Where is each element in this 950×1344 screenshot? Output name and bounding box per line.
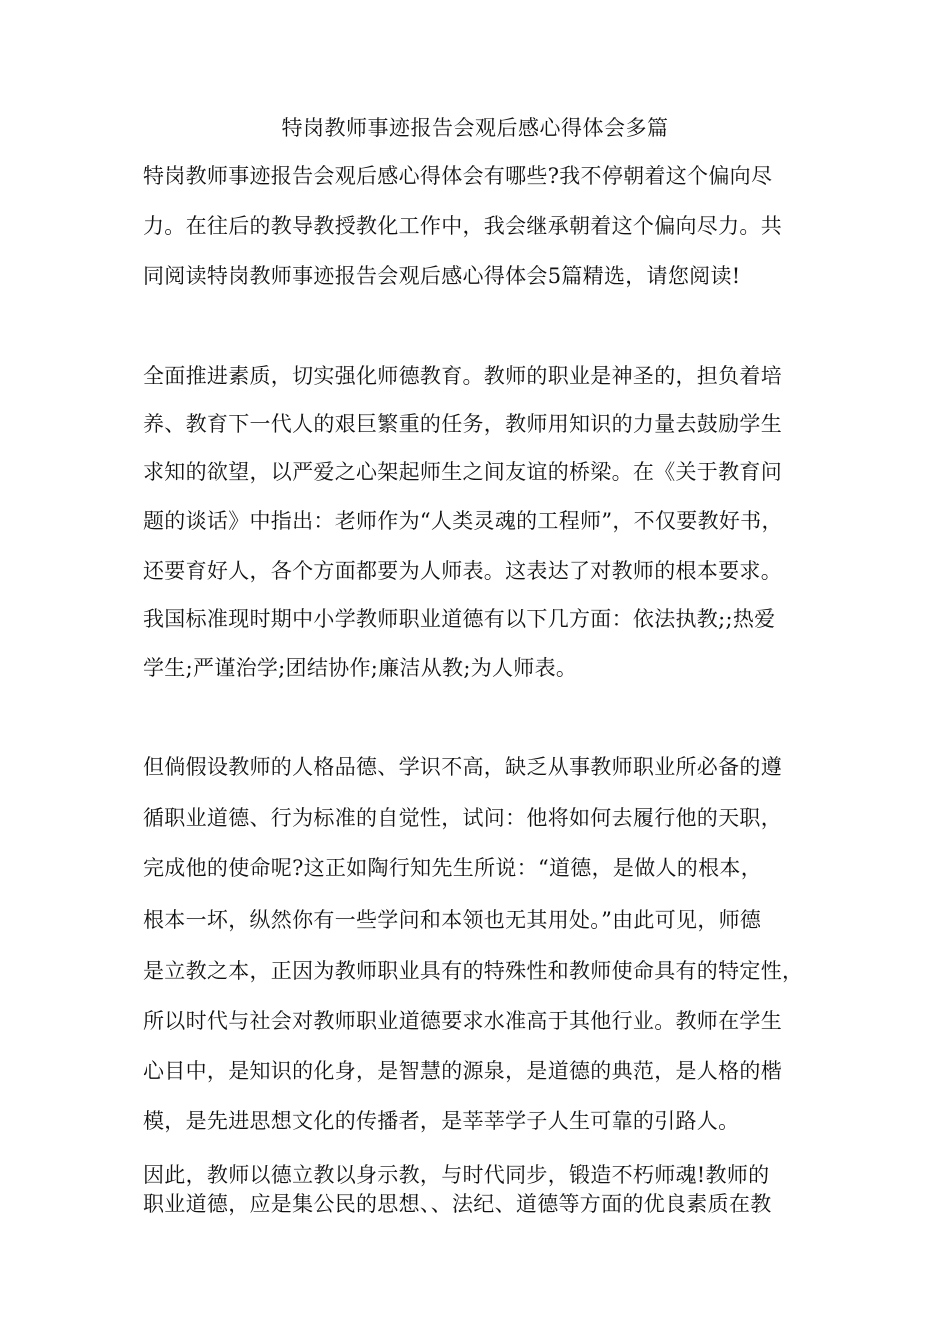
para1-line-6: 我国标准现时期中小学教师职业道德有以下几方面：依法执教;;热爱 bbox=[143, 607, 776, 631]
para2-line-2: 循职业道德、行为标准的自觉性，试问：他将如何去履行他的天职， bbox=[143, 806, 782, 830]
para2-line-3: 完成他的使命呢?这正如陶行知先生所说：“道德，是做人的根本， bbox=[143, 856, 762, 880]
para2-line-7: 心目中，是知识的化身，是智慧的源泉，是道德的典范，是人格的楷 bbox=[143, 1059, 782, 1083]
para1-line-7: 学生;严谨治学;团结协作;廉洁从教;为人师表。 bbox=[143, 656, 578, 680]
para1-line-2: 养、教育下一代人的艰巨繁重的任务，教师用知识的力量去鼓励学生 bbox=[143, 412, 782, 436]
document-title: 特岗教师事迹报告会观后感心得体会多篇 bbox=[281, 116, 669, 140]
para2-line-8: 模，是先进思想文化的传播者，是莘莘学子人生可靠的引路人。 bbox=[143, 1109, 740, 1133]
para1-line-3: 求知的欲望，以严爱之心架起师生之间友谊的桥梁。在《关于教育问 bbox=[143, 460, 782, 484]
para1-line-1: 全面推进素质，切实强化师德教育。教师的职业是神圣的，担负着培 bbox=[143, 364, 782, 388]
para3-line-2: 职业道德，应是集公民的思想、、法纪、道德等方面的优良素质在教 bbox=[143, 1192, 772, 1216]
para1-line-4: 题的谈话》中指出：老师作为“人类灵魂的工程师”，不仅要教好书， bbox=[143, 509, 783, 533]
para2-line-4: 根本一坏，纵然你有一些学问和本领也无其用处。”由此可见，师德 bbox=[143, 908, 762, 932]
para3-line-1: 因此，教师以德立教以身示教，与时代同步，锻造不朽师魂!教师的 bbox=[143, 1163, 770, 1187]
para2-line-6: 所以时代与社会对教师职业道德要求水准高于其他行业。教师在学生 bbox=[143, 1009, 782, 1033]
intro-line-2: 力。在往后的教导教授教化工作中，我会继承朝着这个偏向尽力。共 bbox=[143, 214, 782, 238]
para1-line-5: 还要育好人，各个方面都要为人师表。这表达了对教师的根本要求。 bbox=[143, 559, 782, 583]
para2-line-1: 但倘假设教师的人格品德、学识不高，缺乏从事教师职业所必备的遵 bbox=[143, 755, 782, 779]
para2-line-5: 是立教之本，正因为教师职业具有的特殊性和教师使命具有的特定性， bbox=[143, 959, 804, 983]
intro-line-1: 特岗教师事迹报告会观后感心得体会有哪些?我不停朝着这个偏向尽 bbox=[143, 164, 773, 188]
intro-line-3: 同阅读特岗教师事迹报告会观后感心得体会5篇精选，请您阅读! bbox=[143, 264, 741, 288]
